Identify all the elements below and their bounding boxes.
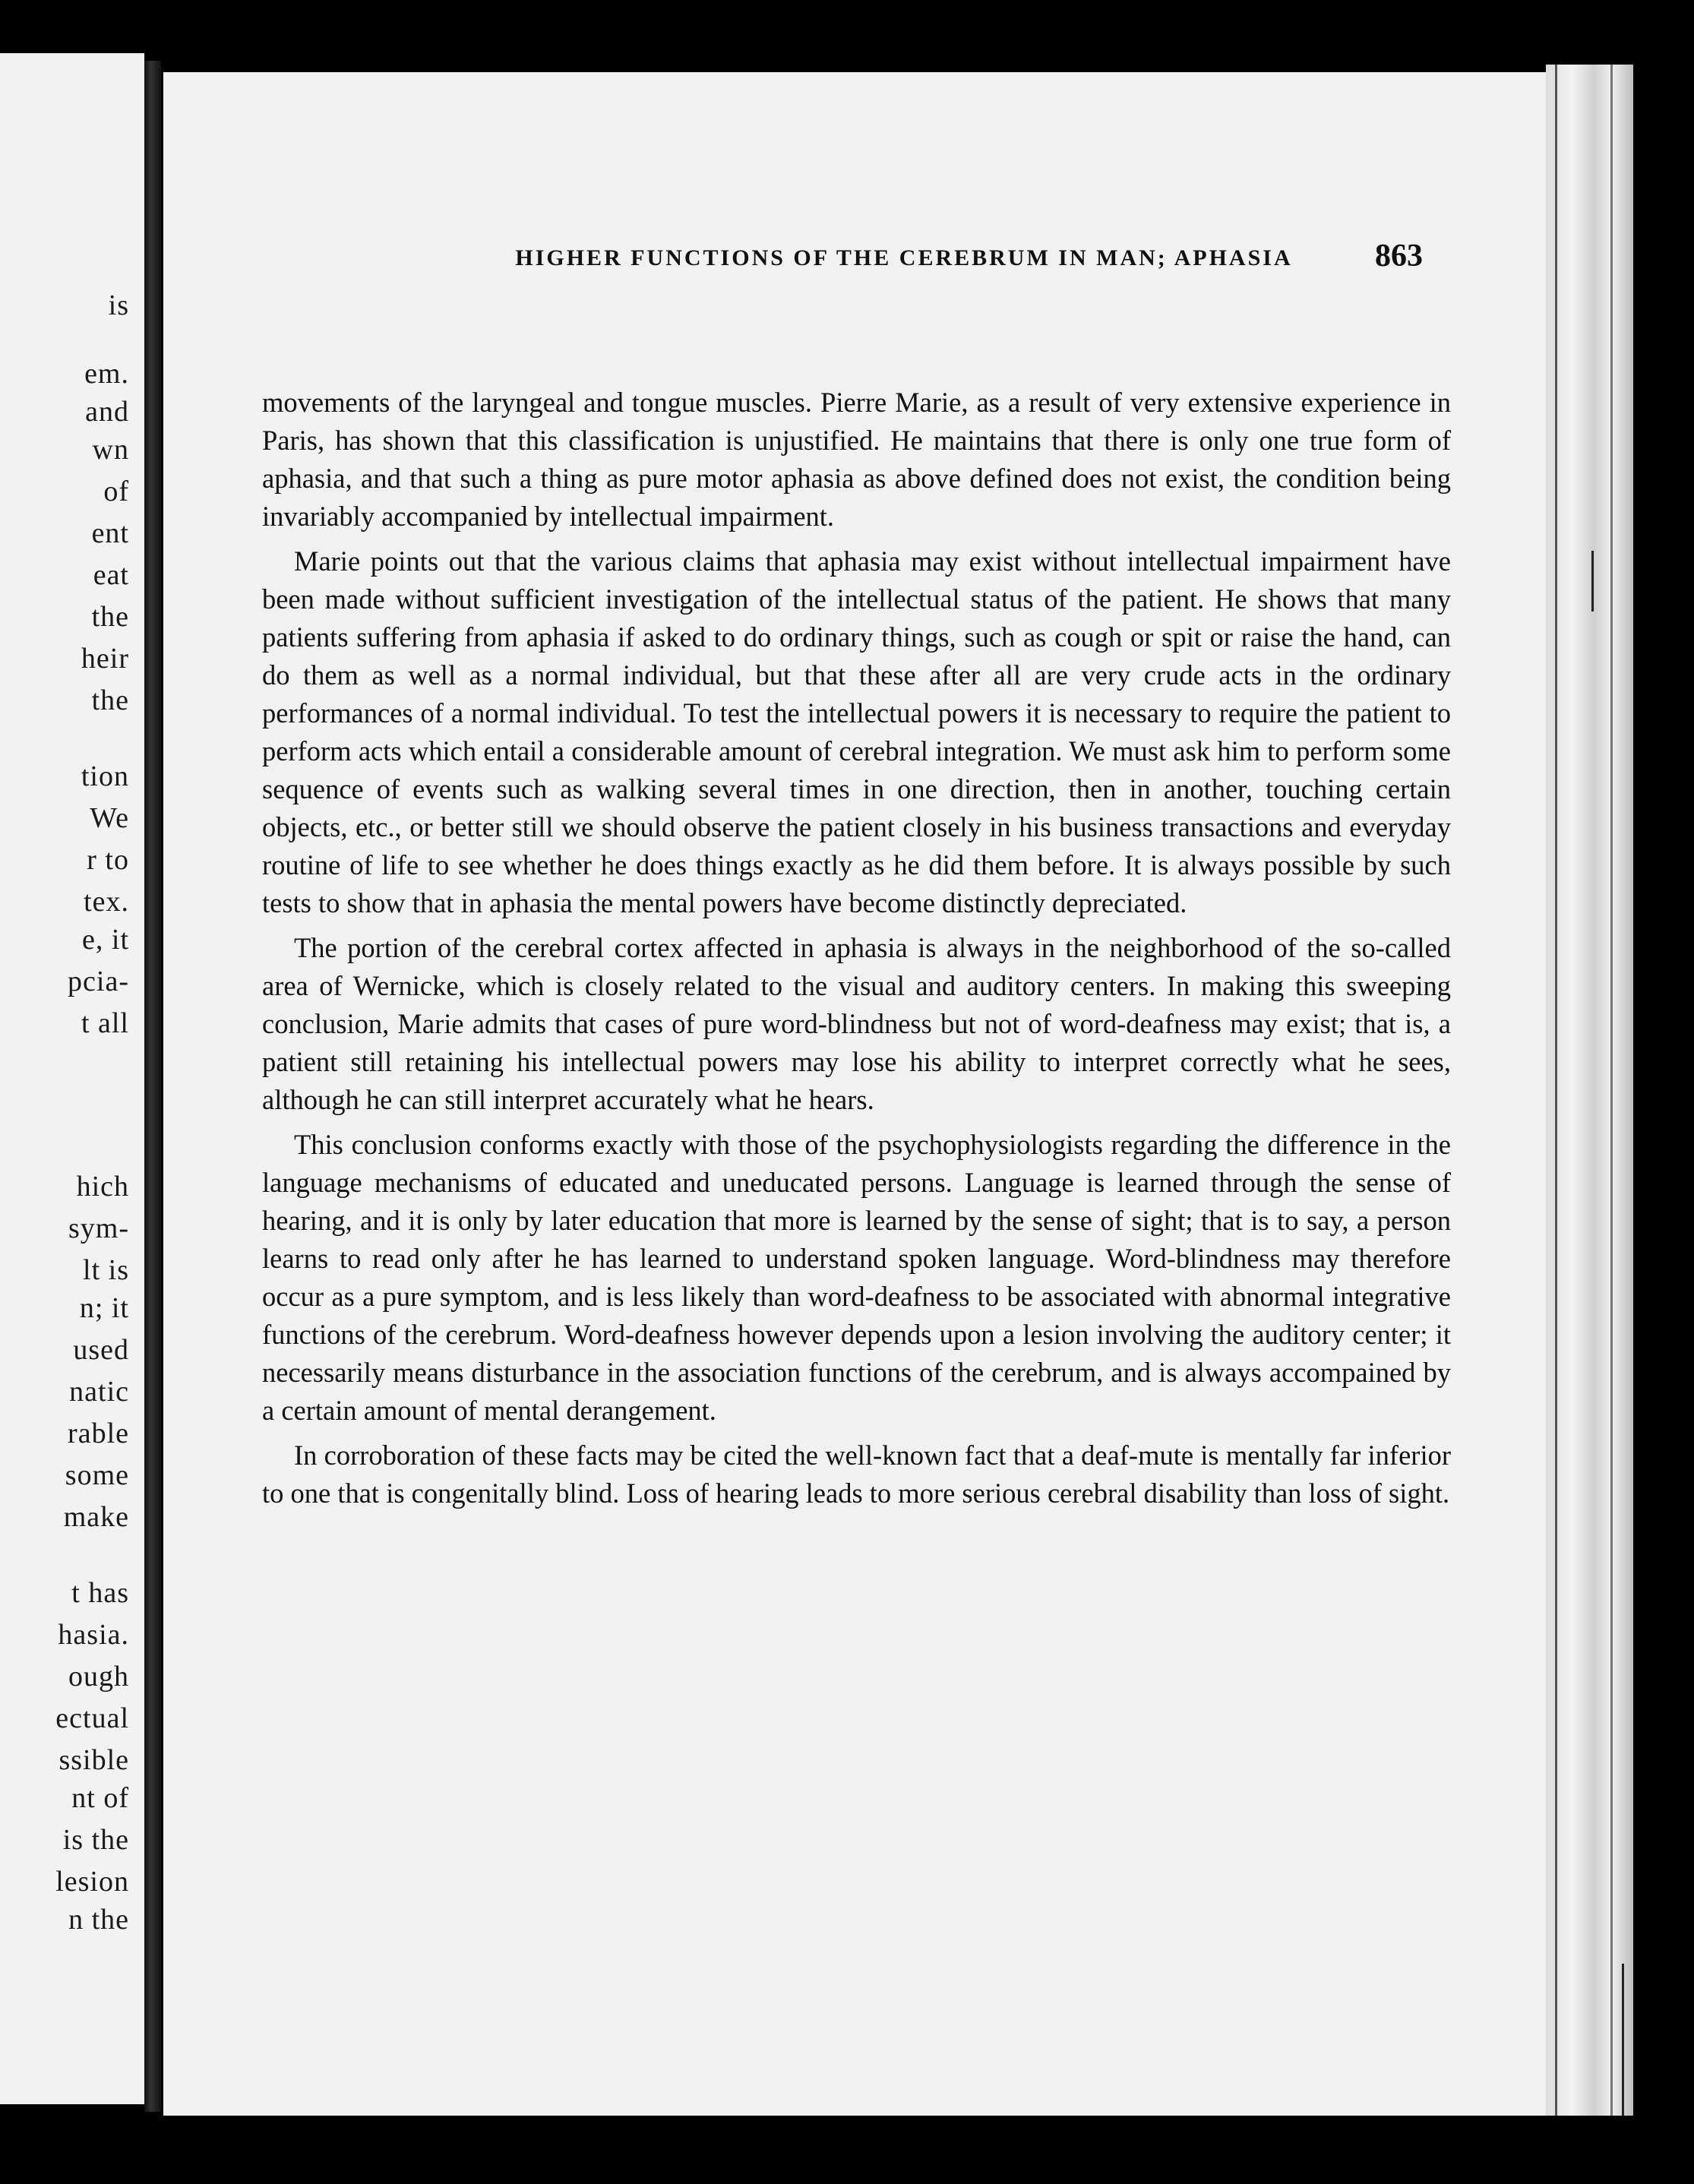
paragraph-3: The portion of the cerebral cortex affected in aphasia is always in the neighborhood of the so-called area of Wernicke, which is closely related to the visual and auditory centers. In making this sweeping conclusion, Marie admits that cases of pure word-blindness but not of word-deafness may exist; that is, a patient still retaining his intellectual powers may lose his ability to interpret correctly what he sees, although he can still interpret accurately what he hears. [262,932,1451,1115]
facing-page-text-fragment: is [108,289,129,321]
facing-page-text-fragment: em. [84,358,129,390]
running-head: HIGHER FUNCTIONS OF THE CEREBRUM IN MAN; APHASIA [515,245,1293,270]
facing-page-text-fragment: nt of [71,1782,129,1814]
facing-page-text-fragment: used [73,1334,129,1366]
facing-page-text-fragment: lt is [83,1254,129,1286]
page-number: 863 [1375,239,1423,273]
facing-page-text-fragment: the [91,601,129,633]
book-gutter [144,61,161,2112]
facing-page-text-fragment: the [91,684,129,716]
facing-page-text-fragment: rable [68,1418,129,1449]
facing-page-text-fragment: natic [69,1376,129,1408]
facing-page-text-fragment: ough [68,1661,129,1693]
paragraph-1: movements of the laryngeal and tongue muscles. Pierre Marie, as a result of very extensive experience in Paris, has shown that this classification is unjustified. He maintains that there is only one true form of aphasia, and that such a thing as pure motor aphasia as above defined does not exist, the condition being invariably accompanied by intellectual impairment. [262,387,1451,532]
facing-page-text-fragment: ssible [58,1744,129,1776]
facing-page-text-fragment: make [63,1501,129,1533]
facing-page-text-fragment: pcia- [68,966,129,997]
facing-page-text-fragment: n the [68,1904,129,1936]
facing-page-text-fragment: e, it [82,924,129,956]
book-page [163,72,1546,2116]
facing-page-text-fragment: tion [81,760,129,792]
facing-page-text-fragment: n; it [79,1292,129,1324]
facing-page-text-fragment: sym- [68,1212,129,1244]
paragraph-4: This conclusion conforms exactly with those of the psychophysiologists regarding the difference in the language mechanisms of educated and uneducated persons. Language is learned through the sense of hearing, and it is only by later education that more is learned by the sense of sight; that is to say, a person learns to read only after he has learned to understand spoken language. Word-blindness may therefore occur as a pure symptom, and is less likely than word-deafness to be associated with abnormal integrative functions of the cerebrum. Word-deafness however depends upon a lesion involving the auditory center; it necessarily means disturbance in the association functions of the cerebrum, and is always accompained by a certain amount of mental derangement. [262,1129,1451,1426]
facing-page-text-fragment: tex. [84,886,129,918]
page-stack-edge [1546,65,1633,2116]
paragraph-5: In corroboration of these facts may be cited the well-known fact that a deaf-mute is mentally far inferior to one that is congenitally blind. Loss of hearing leads to more serious cerebral disability than loss of sight. [262,1440,1451,1509]
facing-page-text-fragment: of [103,476,129,507]
facing-page-text-fragment: ent [91,517,129,549]
facing-page-text-fragment: heir [81,643,129,675]
facing-page-text-fragment: and [85,396,129,428]
facing-page-text-fragment: some [65,1459,129,1491]
facing-page-text-fragment: t all [81,1007,129,1039]
facing-page-text-fragment: eat [93,559,129,591]
facing-page-text-fragment: t has [71,1577,129,1609]
facing-page-text-fragment: ectual [55,1702,129,1734]
facing-page-edge [0,53,144,2104]
facing-page-text-fragment: We [90,802,129,834]
facing-page-text-fragment: hasia. [58,1619,129,1651]
body-text [262,384,1451,1519]
facing-page-text-fragment: is the [62,1824,129,1856]
facing-page-text-fragment: r to [87,844,129,876]
facing-page-text-fragment: hich [76,1171,129,1203]
facing-page-text-fragment: lesion [55,1866,129,1898]
facing-page-text-fragment: wn [92,434,129,466]
paragraph-2: Marie points out that the various claims that aphasia may exist without intellectual impairment have been made without sufficient investigation of the intellectual status of the patient. He shows that many patients suffering from aphasia if asked to do ordinary things, such as cough or spit or raise the hand, can do them as well as a normal individual, but that these after all are very crude acts in the ordinary performances of a normal individual. To test the intellectual powers it is necessary to require the patient to perform acts which entail a considerable amount of cerebral integration. We must ask him to perform some sequence of events such as walking several times in one direction, then in another, touching certain objects, etc., or better still we should observe the patient closely in his business transactions and everyday routine of life to see whether he does things exactly as he did them before. It is always possible by such tests to show that in aphasia the mental powers have become distinctly depreciated. [262,545,1451,918]
